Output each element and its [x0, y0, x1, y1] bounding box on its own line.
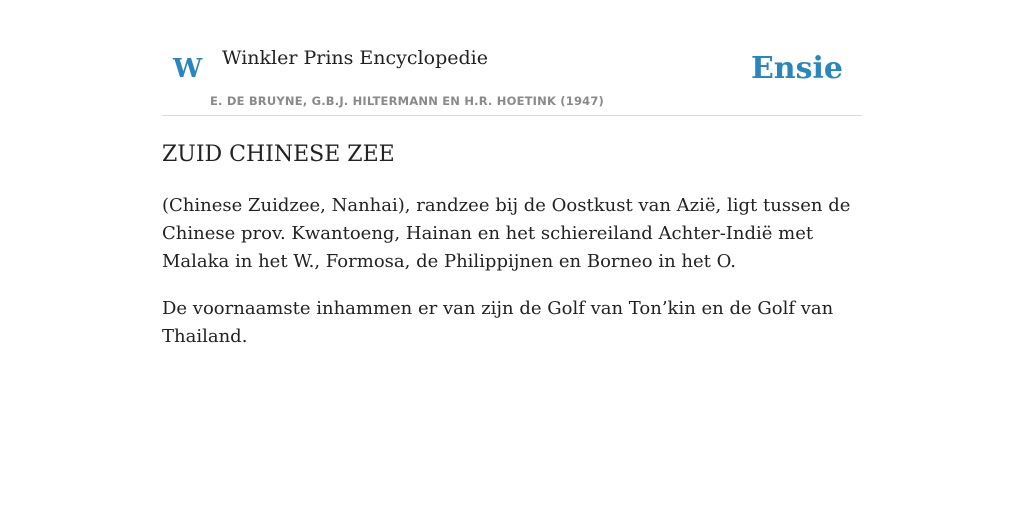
encyclopedia-logo[interactable]: W: [173, 54, 203, 84]
ensie-brand-logo[interactable]: Ensie: [750, 51, 843, 86]
article-paragraph-2: De voornaamste inhammen er van zijn de Golf van Ton’kin en de Golf van Thailand.: [162, 298, 834, 347]
article-paragraph-1: (Chinese Zuidzee, Nanhai), randzee bij de Oostkust van Azië, ligt tussen de Chinese prov. Kwantoeng, Hainan en het schiereiland Achter-Indië met Malaka in het W., Formosa, de Philippijnen en Borneo in het O.: [162, 195, 851, 272]
site-authors: E. DE BRUYNE, G.B.J. HILTERMANN EN H.R. HOETINK (1947): [210, 94, 605, 108]
article-title: ZUID CHINESE ZEE: [162, 142, 395, 167]
site-title[interactable]: Winkler Prins Encyclopedie: [222, 47, 488, 69]
page-container: [162, 0, 862, 347]
header: [162, 0, 862, 116]
